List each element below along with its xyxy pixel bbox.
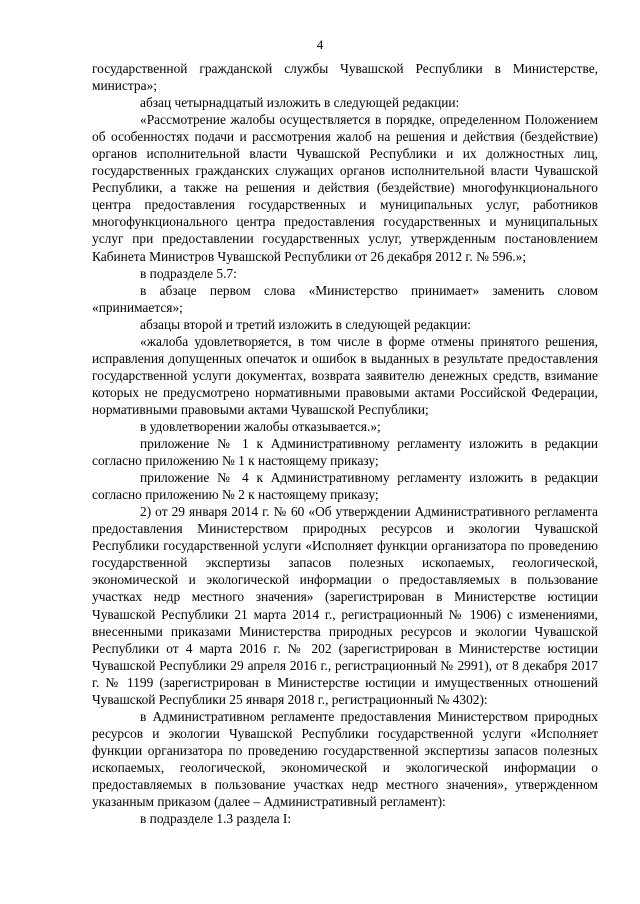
paragraph: абзац четырнадцатый изложить в следующей редакции: (140, 95, 460, 111)
paragraph: в подразделе 1.3 раздела I: (140, 811, 292, 827)
document-body (92, 60, 598, 827)
page-number: 4 (316, 37, 324, 52)
paragraph: государственной гражданской службы Чувашской Республики в Министерстве, министра»; (92, 61, 598, 94)
paragraph: в удовлетворении жалобы отказывается.»; (140, 418, 381, 434)
paragraph: «жалоба удовлетворяется, в том числе в форме отмены принятого решения, исправления допущенных опечаток и ошибок в выданных в результате предоставления государственной услуги документах, возврата заявителю денежных средств, взимание которых не предусмотрено нормативными правовыми актами Российской Федерации, нормативными правовыми актами Чувашской Республики; (92, 333, 598, 417)
paragraph: приложение № 1 к Административному регламенту изложить в редакции согласно приложению № 1 к настоящему приказу; (92, 436, 598, 469)
paragraph: приложение № 4 к Административному регламенту изложить в редакции согласно приложению № 2 к настоящему приказу; (92, 470, 598, 503)
paragraph: в Административном регламенте предоставления Министерством природных ресурсов и экологии Чувашской Республики государственной услуги «Исполняет функции организатора по проведению государственной экспертизы запасов полезных ископаемых, геологической, экономической и экологической информации о предоставляемых в пользование участках недр местного значения», утвержденном указанным приказом (далее – Административный регламент): (92, 708, 598, 810)
paragraph: в абзаце первом слова «Министерство принимает» заменить словом «принимается»; (92, 282, 598, 315)
paragraph: 2) от 29 января 2014 г. № 60 «Об утверждении Административного регламента предоставления Министерством природных ресурсов и экологии Чувашской Республики государственной услуги «Исполняет функции организатора по проведению государственной экспертизы запасов полезных ископаемых, геологической, экономической и экологической информации о предоставляемых в пользование участках недр местного значения» (зарегистрирован в Министерстве юстиции Чувашской Республики 21 марта 2014 г., регистрационный № 1906) с изменениями, внесенными приказами Министерства природных ресурсов и экологии Чувашской Республики от 4 марта 2016 г. № 202 (зарегистрирован в Министерстве юстиции Чувашской Республики 29 апреля 2016 г., регистрационный № 2991), от 8 декабря 2017 г. № 1199 (зарегистрирован в Министерстве юстиции и имущественных отношений Чувашской Республики 25 января 2018 г., регистрационный № 4302): (92, 504, 598, 707)
paragraph: в подразделе 5.7: (140, 265, 237, 281)
paragraph: «Рассмотрение жалобы осуществляется в порядке, определенном Положением об особенностях подачи и рассмотрения жалоб на решения и действия (бездействие) органов исполнительной власти Чувашской Республики и их должностных лиц, государственных гражданских служащих органов исполнительной власти Чувашской Республики, а также на решения и действия (бездействие) многофункционального центра предоставления государственных и муниципальных услуг, работников многофункционального центра предоставления государственных и муниципальных услуг при предоставлении государственных услуг, утвержденным постановлением Кабинета Министров Чувашской Республики от 26 декабря 2012 г. № 596.»; (92, 112, 598, 264)
paragraph: абзацы второй и третий изложить в следующей редакции: (140, 316, 471, 332)
